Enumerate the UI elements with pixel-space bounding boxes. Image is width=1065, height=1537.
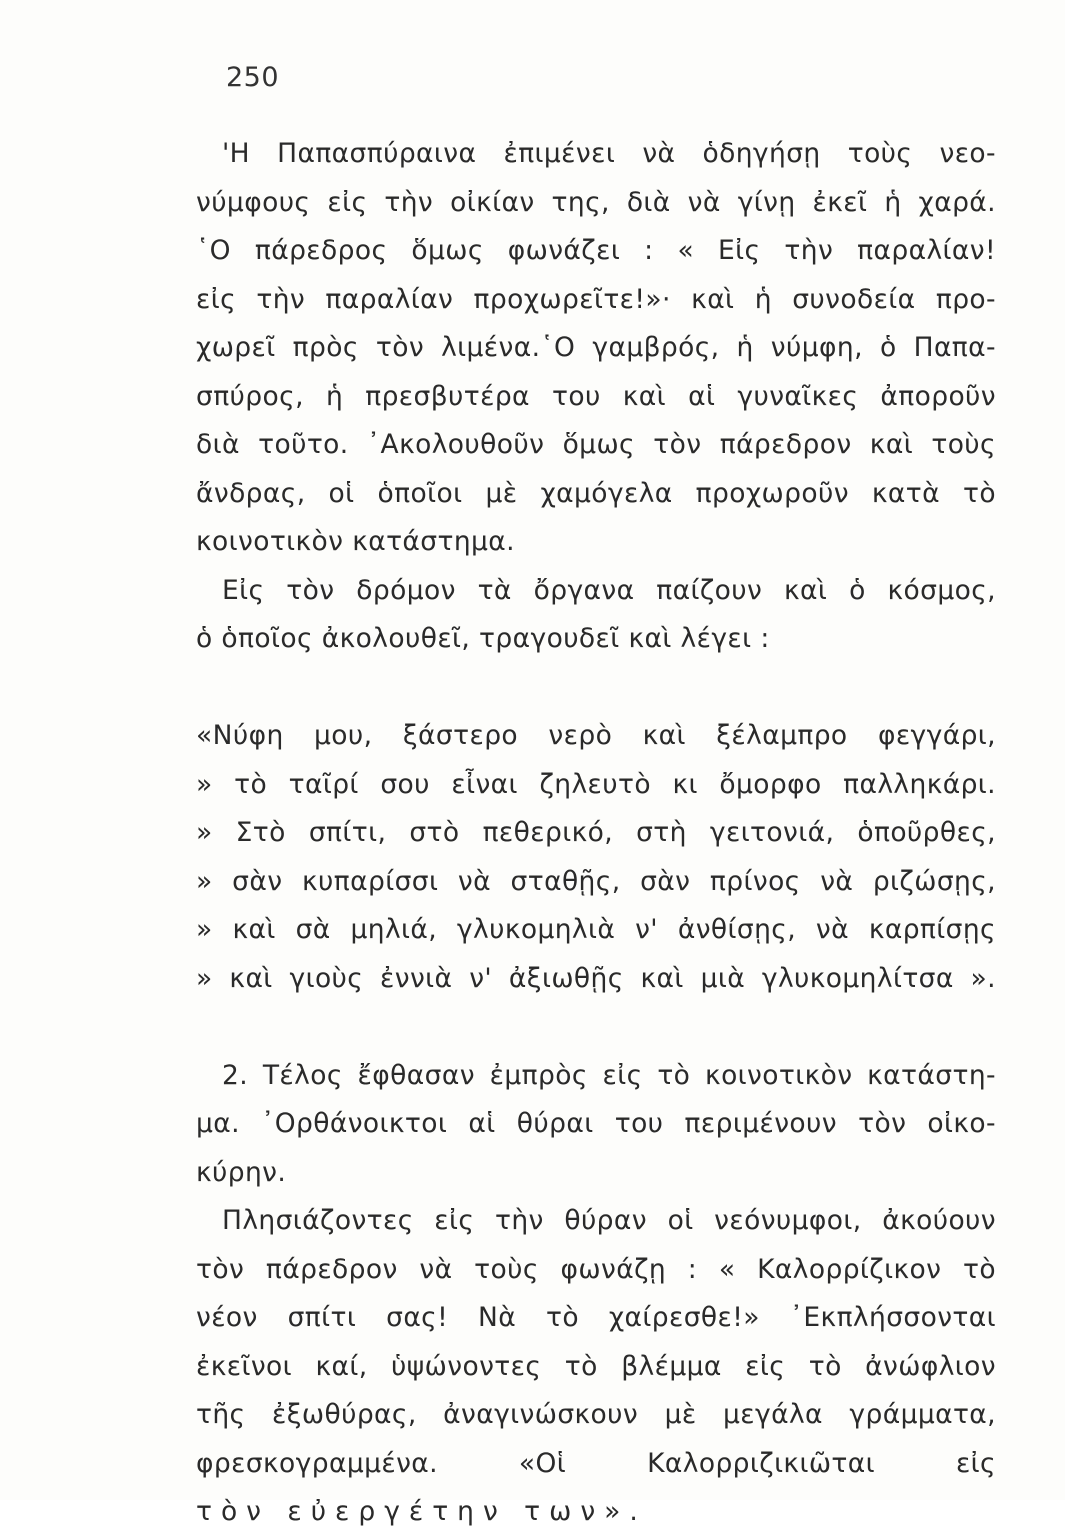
verse-block bbox=[196, 712, 996, 1003]
text-line: εἰς τὴν παραλίαν προχωρεῖτε!»· καὶ ἡ συνοδεία προ- bbox=[196, 283, 996, 315]
text-line: χωρεῖ πρὸς τὸν λιμένα.῾Ο γαμβρός, ἡ νύμφη, ὁ Παπα- bbox=[196, 332, 996, 363]
paragraph bbox=[196, 567, 996, 664]
verse-line: «Νύφη μου, ξάστερο νερὸ καὶ ξέλαμπρο φεγγάρι, bbox=[196, 720, 996, 751]
section-2 bbox=[196, 1052, 996, 1198]
blank-line bbox=[196, 664, 996, 713]
text-line: τὸν εὐεργέτην των». bbox=[196, 1496, 647, 1527]
text-line: κύρην. bbox=[196, 1156, 287, 1188]
text-line: διὰ τοῦτο. ᾿Ακολουθοῦν ὅμως τὸν πάρεδρον καὶ τοὺς bbox=[196, 429, 996, 460]
verse-line: » τὸ ταῖρί σου εἶναι ζηλευτὸ κι ὄμορφο παλληκάρι. bbox=[196, 768, 996, 800]
text-line: Εἰς τὸν δρόμον τὰ ὄργανα παίζουν καὶ ὁ κόσμος, bbox=[222, 574, 996, 606]
text-line: 2. Τέλος ἔφθασαν ἐμπρὸς εἰς τὸ κοινοτικὸν κατάστη- bbox=[222, 1059, 996, 1091]
text-line: ἐκεῖνοι καί, ὑψώνοντες τὸ βλέμμα εἰς τὸ ἀνώφλιον bbox=[196, 1350, 996, 1382]
verse-line: » σὰν κυπαρίσσι νὰ σταθῇς, σὰν πρίνος νὰ ριζώσῃς, bbox=[196, 865, 996, 897]
page-text bbox=[196, 130, 996, 1537]
blank-line bbox=[196, 1003, 996, 1052]
page-number: 250 bbox=[226, 62, 280, 93]
verse-line: » καὶ γιοὺς ἐννιὰ ν' ἀξιωθῇς καὶ μιὰ γλυκομηλίτσα ». bbox=[196, 962, 996, 994]
text-line: σπύρος, ἡ πρεσβυτέρα του καὶ αἱ γυναῖκες ἀποροῦν bbox=[196, 380, 996, 412]
text-line: ἄνδρας, οἱ ὁποῖοι μὲ χαμόγελα προχωροῦν κατὰ τὸ bbox=[196, 477, 996, 509]
text-line: 'Η Παπασπύραινα ἐπιμένει νὰ ὁδηγήσῃ τοὺς νεο- bbox=[222, 138, 996, 169]
verse-line: » καὶ σὰ μηλιά, γλυκομηλιὰ ν' ἀνθίσῃς, νὰ καρπίσῃς bbox=[196, 914, 996, 945]
text-line: ῾Ο πάρεδρος ὅμως φωνάζει : « Εἰς τὴν παραλίαν! bbox=[196, 235, 996, 266]
text-line: νέον σπίτι σας! Νὰ τὸ χαίρεσθε!» ᾿Εκπλήσσονται bbox=[196, 1302, 996, 1333]
text-line: νύμφους εἰς τὴν οἰκίαν της, διὰ νὰ γίνῃ ἐκεῖ ἡ χαρά. bbox=[196, 186, 996, 218]
paragraph bbox=[196, 1197, 996, 1537]
text-line: φρεσκογραμμένα. «Οἱ Καλορριζικιῶται εἰς bbox=[196, 1447, 996, 1479]
text-line: ὁ ὁποῖος ἀκολουθεῖ, τραγουδεῖ καὶ λέγει : bbox=[196, 623, 770, 654]
text-line: μα. ᾿Ορθάνοικτοι αἱ θύραι του περιμένουν τὸν οἰκο- bbox=[196, 1108, 996, 1139]
text-line: τῆς ἐξωθύρας, ἀναγινώσκουν μὲ μεγάλα γράμματα, bbox=[196, 1399, 996, 1430]
text-line: τὸν πάρεδρον νὰ τοὺς φωνάζῃ : « Καλορρίζικον τὸ bbox=[196, 1253, 996, 1285]
text-line: Πλησιάζοντες εἰς τὴν θύραν οἱ νεόνυμφοι, ἀκούουν bbox=[222, 1205, 996, 1236]
paragraph bbox=[196, 130, 996, 567]
text-line: κοινοτικὸν κατάστημα. bbox=[196, 526, 515, 557]
verse-line: » Στὸ σπίτι, στὸ πεθερικό, στὴ γειτονιά, ὁποῦρθες, bbox=[196, 817, 996, 848]
